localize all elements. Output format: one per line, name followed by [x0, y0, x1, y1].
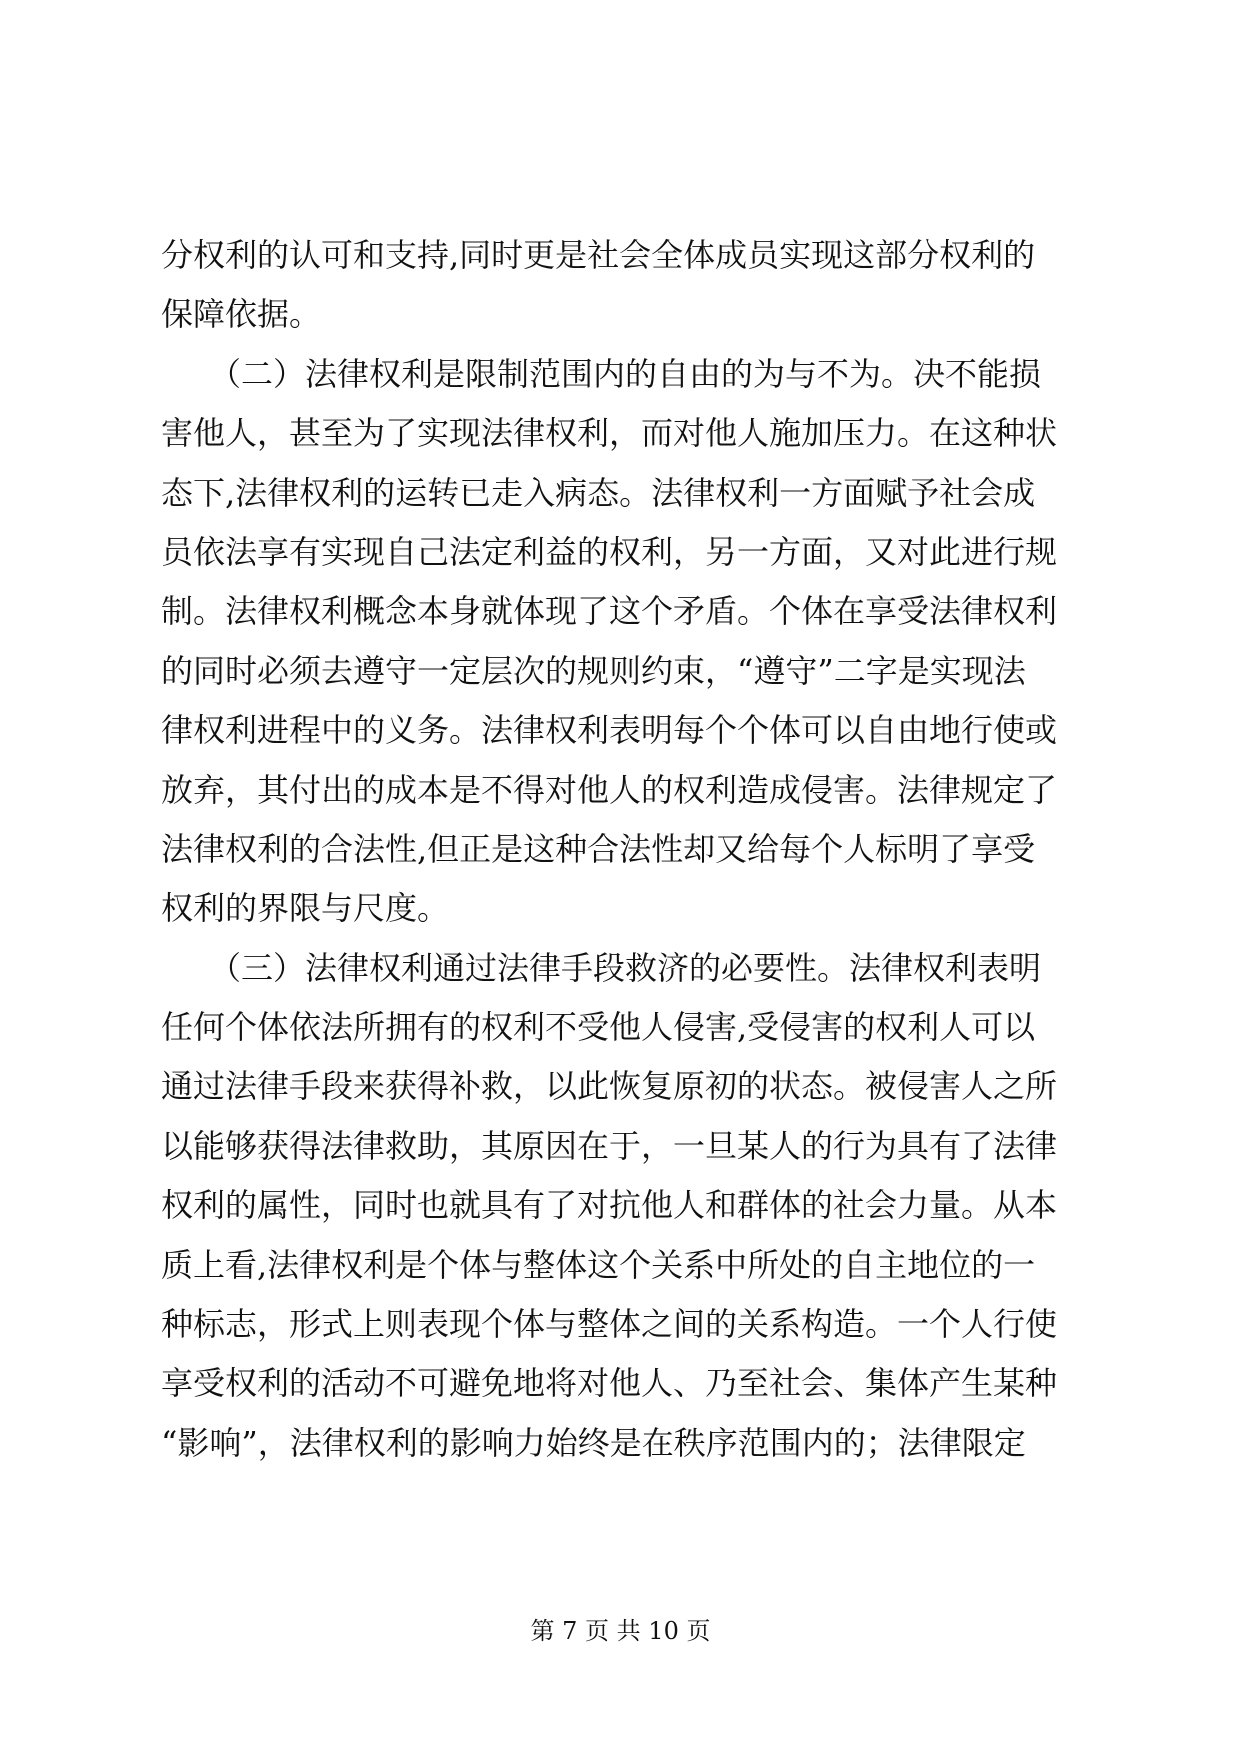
text-line: 制。法律权利概念本身就体现了这个矛盾。个体在享受法律权利 [161, 592, 1058, 631]
body-text [161, 226, 1077, 1473]
page-number-footer: 第 7 页 共 10 页 [530, 1617, 711, 1645]
paragraph-2-start: （二）法律权利是限制范围内的自由的为与不为。决不能损 [161, 354, 1042, 393]
text-line: 分权利的认可和支持,同时更是社会全体成员实现这部分权利的 [161, 236, 1036, 274]
text-line: 法律权利的合法性,但正是这种合法性却又给每个人标明了享受 [161, 829, 1036, 868]
text-line: 享受权利的活动不可避免地将对他人、乃至社会、集体产生某种 [161, 1364, 1058, 1403]
text-line: 害他人，甚至为了实现法律权利，而对他人施加压力。在这种状 [161, 414, 1058, 453]
text-line: 以能够获得法律救助，其原因在于，一旦某人的行为具有了法律 [161, 1126, 1058, 1165]
text-line: 通过法律手段来获得补救，以此恢复原初的状态。被侵害人之所 [161, 1067, 1058, 1106]
paragraph-3-start: （三）法律权利通过法律手段救济的必要性。法律权利表明 [161, 948, 1042, 987]
text-line: 权利的界限与尺度。 [161, 889, 450, 928]
text-line: “影响”，法律权利的影响力始终是在秩序范围内的；法律限定 [161, 1423, 1026, 1462]
text-line: 权利的属性，同时也就具有了对抗他人和群体的社会力量。从本 [161, 1186, 1058, 1225]
text-line: 质上看,法律权利是个体与整体这个关系中所处的自主地位的一 [161, 1245, 1036, 1284]
text-line: 保障依据。 [161, 295, 322, 334]
text-line: 任何个体依法所拥有的权利不受他人侵害,受侵害的权利人可以 [161, 1008, 1036, 1047]
text-line: 的同时必须去遵守一定层次的规则约束，“遵守”二字是实现法 [161, 651, 1026, 690]
text-line: 律权利进程中的义务。法律权利表明每个个体可以自由地行使或 [161, 711, 1058, 750]
text-line: 态下,法律权利的运转已走入病态。法律权利一方面赋予社会成 [161, 473, 1036, 512]
text-line: 员依法享有实现自己法定利益的权利，另一方面，又对此进行规 [161, 532, 1058, 571]
text-line: 种标志，形式上则表现个体与整体之间的关系构造。一个人行使 [161, 1305, 1058, 1344]
text-line: 放弃，其付出的成本是不得对他人的权利造成侵害。法律规定了 [161, 770, 1058, 809]
